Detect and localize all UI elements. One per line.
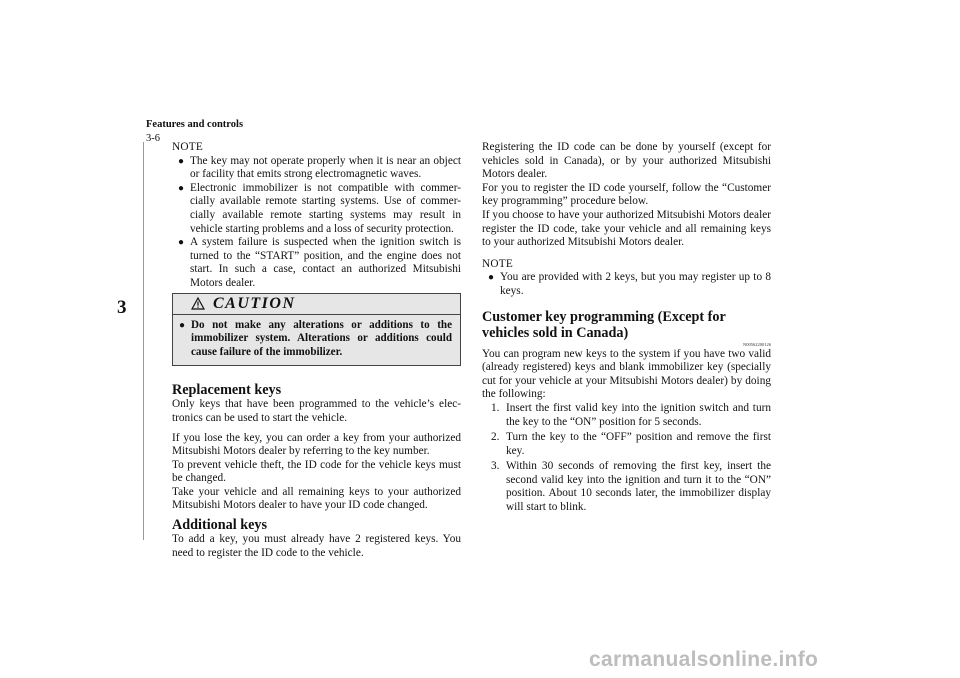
left-column bbox=[172, 141, 461, 560]
additional-paragraph: To add a key, you must already have 2 registered keys. You need to register the ID code to the vehicle. bbox=[172, 533, 461, 559]
section-title: Features and controls bbox=[146, 119, 244, 130]
chapter-number: 3 bbox=[117, 297, 127, 318]
programming-intro: You can program new keys to the system if you have two valid (already registered) keys and blank immobilizer key (specially cut for your vehicle at your Mitsubishi Motors dealer) by doing the following: bbox=[482, 347, 771, 401]
replacement-keys-heading: Replacement keys bbox=[172, 382, 282, 399]
note-item: ● The key may not operate properly when it is near an object or facility that emits strong electromagnetic waves. bbox=[178, 155, 461, 182]
note-list bbox=[178, 155, 461, 291]
caution-body bbox=[173, 315, 460, 360]
programming-steps bbox=[491, 402, 771, 515]
caution-item: ● Do not make any alterations or additions to the immobilizer system. Alterations or additions could cause failure of the immobilizer. bbox=[179, 319, 452, 360]
additional-keys-heading: Additional keys bbox=[172, 517, 268, 534]
note-item: ● You are provided with 2 keys, but you may register up to 8 keys. bbox=[488, 271, 771, 298]
note-label: NOTE bbox=[172, 141, 203, 153]
chapter-bar bbox=[143, 142, 144, 540]
replacement-paragraph: Take your vehicle and all remaining keys to your authorized Mitsubishi Motors dealer to have your ID code changed. bbox=[172, 485, 461, 512]
right-column bbox=[482, 141, 771, 517]
watermark: carmanualsonline.info bbox=[589, 648, 819, 671]
step-item: 3. Within 30 seconds of removing the first key, insert the second valid key into the ignition and turn it to the “ON” position. About 10 seconds later, the immobilizer display will start to blink. bbox=[491, 460, 771, 514]
body-paragraph: Registering the ID code can be done by yourself (except for vehicles sold in Canada), or by your authorized Mitsubishi Motors dealer. bbox=[482, 141, 771, 181]
step-item: 1. Insert the first valid key into the ignition switch and turn the key to the “ON” position for 5 seconds. bbox=[491, 401, 771, 428]
replacement-paragraph: If you lose the key, you can order a key from your authorized Mitsubishi Motors dealer by referring to the key number. bbox=[172, 431, 461, 458]
caution-header bbox=[173, 294, 460, 315]
replacement-paragraph: Only keys that have been programmed to the vehicle’s elec-tronics can be used to start the vehicle. bbox=[172, 398, 461, 424]
caution-title: CAUTION bbox=[213, 294, 296, 312]
note-list bbox=[488, 271, 771, 298]
body-paragraph: For you to register the ID code yourself, follow the “Customer key programming” procedure below. bbox=[482, 181, 771, 208]
note-label: NOTE bbox=[482, 257, 513, 270]
note-item: ● Electronic immobilizer is not compatible with commer-cially available remote starting systems. Use of commer-cially available remote starting systems may result in vehicle starting problems and a loss of security protection. bbox=[178, 182, 461, 236]
replacement-paragraph: To prevent vehicle theft, the ID code for the vehicle keys must be changed. bbox=[172, 458, 461, 485]
step-item: 2. Turn the key to the “OFF” position and remove the first key. bbox=[491, 431, 771, 457]
caution-box bbox=[172, 293, 461, 367]
customer-key-programming-heading: Customer key programming (Except for vehicles sold in Canada) bbox=[482, 308, 726, 341]
warning-triangle-icon bbox=[191, 297, 205, 310]
note-item: ● A system failure is suspected when the ignition switch is turned to the “START” position, and the engine does not start. In such a case, contact an authorized Mitsubishi Motors dealer. bbox=[178, 236, 461, 290]
body-paragraph: If you choose to have your authorized Mitsubishi Motors dealer register the ID code, take your vehicle and all remaining keys to your authorized Mitsubishi Motors dealer. bbox=[482, 208, 771, 249]
page-number: 3-6 bbox=[146, 133, 160, 144]
reference-code: N00562200126 bbox=[743, 341, 771, 347]
